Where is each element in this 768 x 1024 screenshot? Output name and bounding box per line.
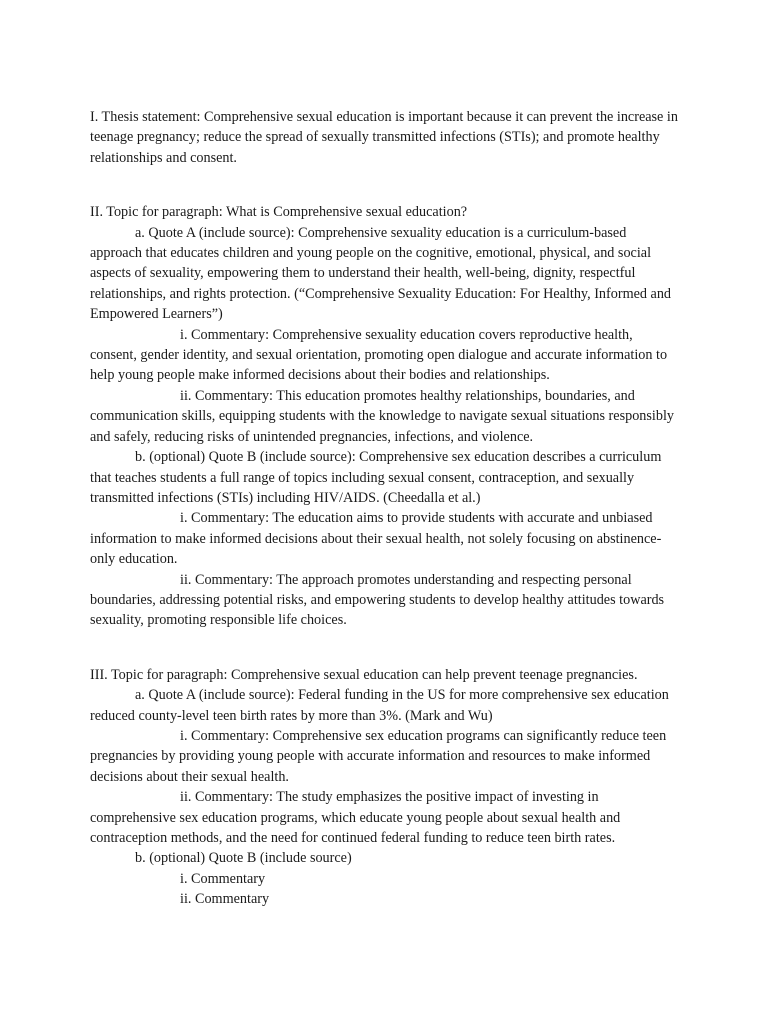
section-iii-quote-b-commentary-2: ii. Commentary — [180, 891, 270, 908]
section-ii-quote-a-commentary-2: ii. Commentary: This education promotes healthy relationships, boundaries, and communication skills, equipping students with the knowledge to navigate sexual situations responsibly and safely, reducing risks of unintended pregnancies, infections, and violence. — [90, 387, 674, 445]
section-ii-topic: II. Topic for paragraph: What is Comprehensive sexual education? — [90, 204, 468, 221]
section-iii-quote-a-commentary-2: ii. Commentary: The study emphasizes the positive impact of investing in comprehensive sex education programs, which educate young people about sexual health and contraception methods, and the need for continued federal funding to reduce teen birth rates. — [90, 789, 621, 846]
section-iii-quote-a-commentary-1: i. Commentary: Comprehensive sex education programs can significantly reduce teen pregnancies by providing young people with accurate information and resources to make informed decisions about their sexual health. — [90, 727, 667, 785]
section-ii-quote-b-commentary-1: i. Commentary: The education aims to provide students with accurate and unbiased information to make informed decisions about their sexual health, not solely focusing on abstinence-only education. — [90, 510, 662, 568]
section-iii-topic: III. Topic for paragraph: Comprehensive sexual education can help prevent teenage pregnancies. — [90, 666, 638, 683]
section-ii-quote-a-commentary-1: i. Commentary: Comprehensive sexuality education covers reproductive health, consent, gender identity, and sexual orientation, promoting open dialogue and accurate information to help young people make informed decisions about their bodies and relationships. — [90, 326, 668, 384]
section-iii — [90, 665, 680, 910]
spacer — [90, 631, 680, 665]
section-ii-quote-b: b. (optional) Quote B (include source): Comprehensive sex education describes a curriculum that teaches students a full range of topics including sexual consent, contraception, and sexually transmitted infections (STIs) including HIV/AIDS. (Cheedalla et al.) — [90, 449, 662, 506]
section-iii-quote-b-commentary-1: i. Commentary — [180, 870, 266, 887]
section-ii-quote-a: a. Quote A (include source): Comprehensive sexuality education is a curriculum-based approach that educates children and young people on the cognitive, emotional, physical, and social aspects of sexuality, empowering them to understand their health, well-being, dignity, respectful relationships, and rights protection. (“Comprehensive Sexuality Education: For Healthy, Informed and Empowered Learners”) — [90, 224, 672, 323]
section-iii-quote-a: a. Quote A (include source): Federal funding in the US for more comprehensive sex education reduced county-level teen birth rates by more than 3%. (Mark and Wu) — [90, 687, 669, 724]
section-ii — [90, 202, 680, 631]
section-ii-quote-b-commentary-2: ii. Commentary: The approach promotes understanding and respecting personal boundaries, addressing potential risks, and empowering students to develop healthy attitudes towards sexuality, promoting responsible life choices. — [90, 571, 665, 629]
thesis-statement: I. Thesis statement: Comprehensive sexual education is important because it can prevent the increase in teenage pregnancy; reduce the spread of sexually transmitted infections (STIs); and promote healthy relationships and consent. — [90, 109, 678, 166]
spacer — [90, 168, 680, 202]
document-page — [90, 107, 680, 910]
section-iii-quote-b: b. (optional) Quote B (include source) — [135, 850, 352, 867]
